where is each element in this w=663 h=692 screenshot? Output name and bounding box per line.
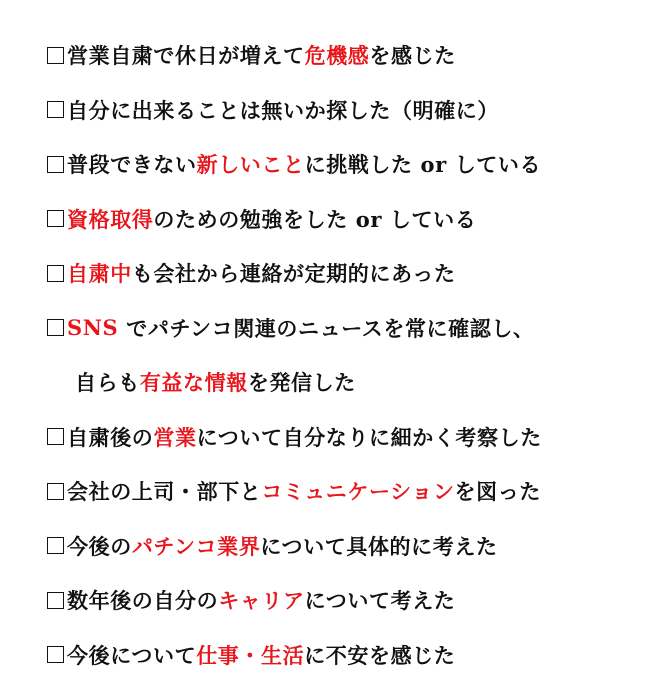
checklist-item: [47, 246, 647, 301]
checklist-item: [47, 137, 647, 192]
checkbox-icon[interactable]: [47, 537, 64, 554]
highlighted-text: 新しいこと: [196, 152, 305, 178]
checkbox-icon[interactable]: [47, 210, 64, 227]
checklist-item: [47, 301, 647, 356]
checkbox-icon[interactable]: [47, 101, 64, 118]
checklist-item: [47, 192, 647, 247]
item-text: を感じた: [369, 43, 456, 69]
highlighted-text: キャリア: [218, 588, 305, 614]
checkbox-icon[interactable]: [47, 483, 64, 500]
highlighted-text: 自粛中: [67, 261, 132, 287]
checklist: [47, 28, 647, 682]
item-text: 今後について: [67, 642, 197, 668]
highlighted-text: コミュニケーション: [261, 479, 455, 505]
checklist-item: [47, 519, 647, 574]
highlighted-text: 有益な情報: [139, 370, 248, 396]
item-text: も会社から連絡が定期的にあった: [131, 261, 456, 287]
checkbox-icon[interactable]: [47, 265, 64, 282]
checklist-item: [47, 410, 647, 465]
highlighted-text: パチンコ業界: [131, 533, 261, 559]
item-text: 今後の: [67, 533, 132, 559]
item-text: でパチンコ関連のニュースを常に確認し、: [118, 315, 535, 341]
item-text: に挑戦した or している: [304, 152, 542, 178]
item-text: を発信した: [247, 370, 356, 396]
item-text: について具体的に考えた: [260, 533, 498, 559]
checkbox-icon[interactable]: [47, 156, 64, 173]
checkbox-icon[interactable]: [47, 319, 64, 336]
checkbox-icon[interactable]: [47, 47, 64, 64]
item-text: に不安を感じた: [304, 642, 456, 668]
item-text: 自分に出来ることは無いか探した（明確に）: [67, 97, 499, 123]
highlighted-text: 営業: [153, 424, 197, 450]
item-text: のための勉強をした or している: [153, 206, 477, 232]
checkbox-icon[interactable]: [47, 428, 64, 445]
item-text: 数年後の自分の: [67, 588, 219, 614]
highlighted-text: 資格取得: [67, 206, 154, 232]
item-text: 普段できない: [67, 152, 197, 178]
highlighted-text: SNS: [67, 315, 119, 341]
item-text: 会社の上司・部下と: [67, 479, 262, 505]
highlighted-text: 危機感: [304, 43, 370, 69]
checkbox-icon[interactable]: [47, 646, 64, 663]
item-text: 営業自粛で休日が増えて: [67, 43, 305, 69]
checklist-item: [47, 464, 647, 519]
checklist-item: [47, 83, 647, 138]
item-text: を図った: [454, 479, 541, 505]
item-text: 自らも: [75, 370, 140, 396]
checklist-item: [47, 28, 647, 83]
checkbox-icon[interactable]: [47, 592, 64, 609]
checklist-item: [47, 573, 647, 628]
item-text: 自粛後の: [67, 424, 154, 450]
item-text: について考えた: [304, 588, 456, 614]
checklist-item: [47, 628, 647, 683]
item-text: について自分なりに細かく考察した: [196, 424, 542, 450]
checklist-item-continuation: [47, 355, 647, 410]
highlighted-text: 仕事・生活: [196, 642, 305, 668]
